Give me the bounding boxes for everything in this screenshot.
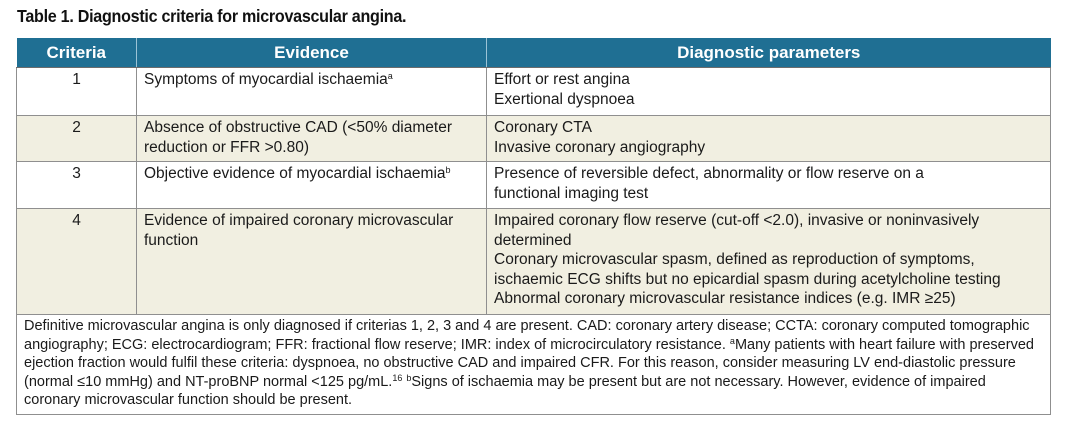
parameter-item: Coronary microvascular spasm, defined as reproduction of symptoms, ischaemic ECG shifts but no epicardial spasm during acetylcholine testing	[494, 251, 1001, 288]
diagnostic-criteria-table	[16, 38, 1051, 415]
footnote-marker: a	[387, 71, 393, 81]
table-row	[17, 209, 1051, 315]
evidence-cell	[137, 116, 487, 162]
evidence-text: Absence of obstructive CAD (<50% diameter reduction or FFR >0.80)	[144, 119, 452, 156]
evidence-text: Objective evidence of myocardial ischaemia	[144, 165, 446, 182]
header-criteria: Criteria	[17, 38, 137, 68]
criteria-number: 4	[17, 209, 137, 315]
header-diagnostic-parameters: Diagnostic parameters	[487, 38, 1051, 68]
header-row	[17, 38, 1051, 68]
reference-marker: 16	[392, 372, 403, 383]
parameter-item: Presence of reversible defect, abnormality or flow reserve on a functional imaging test	[494, 165, 924, 202]
criteria-number: 3	[17, 162, 137, 209]
parameter-item: Coronary CTA	[494, 119, 592, 136]
parameters-cell	[487, 209, 1051, 315]
evidence-cell	[137, 209, 487, 315]
footnote-marker: b	[445, 165, 451, 175]
evidence-cell	[137, 162, 487, 209]
footnote-text: Signs of ischaemia may be present but are not necessary. However, evidence of impaired coronary microvascular function should be present.	[24, 373, 986, 409]
evidence-cell	[137, 68, 487, 116]
table-row	[17, 162, 1051, 209]
parameters-cell	[487, 116, 1051, 162]
header-evidence: Evidence	[137, 38, 487, 68]
parameter-item: Effort or rest angina	[494, 71, 630, 88]
table-footnote	[17, 315, 1051, 415]
evidence-text: Evidence of impaired coronary microvascular function	[144, 212, 454, 249]
footnote-marker: b	[406, 372, 412, 383]
footnote-text: Definitive microvascular angina is only diagnosed if criterias 1, 2, 3 and 4 are present. CAD: coronary artery disease; CCTA: coronary computed tomographic angiography; ECG: electrocardiogram; FFR: fractional flow reserve; IMR: index of microcirculatory resistance.	[24, 318, 1030, 353]
table-row	[17, 116, 1051, 162]
parameter-item: Exertional dyspnoea	[494, 90, 635, 108]
parameter-item: Impaired coronary flow reserve (cut-off <2.0), invasive or noninvasively determined	[494, 212, 980, 249]
parameters-cell	[487, 162, 1051, 209]
footnote-text: Many patients with heart failure with preserved ejection fraction would fulfil these criteria: dyspnoea, no obstructive CAD and impaired CFR. For this reason, consider measuring LV end-diastolic pressure (normal ≤10 mmHg) and NT-proBNP normal <125 pg/mL.	[24, 336, 1034, 390]
parameter-item: Abnormal coronary microvascular resistance indices (e.g. IMR ≥25)	[494, 290, 956, 307]
footnote-marker: a	[729, 335, 735, 346]
table-row	[17, 68, 1051, 116]
criteria-number: 1	[17, 68, 137, 116]
footnote-row	[17, 315, 1051, 415]
parameter-item: Invasive coronary angiography	[494, 138, 706, 156]
evidence-text: Symptoms of myocardial ischaemia	[144, 71, 388, 88]
table-caption: Table 1. Diagnostic criteria for microvascular angina.	[17, 6, 407, 26]
criteria-number: 2	[17, 116, 137, 162]
parameters-cell	[487, 68, 1051, 116]
